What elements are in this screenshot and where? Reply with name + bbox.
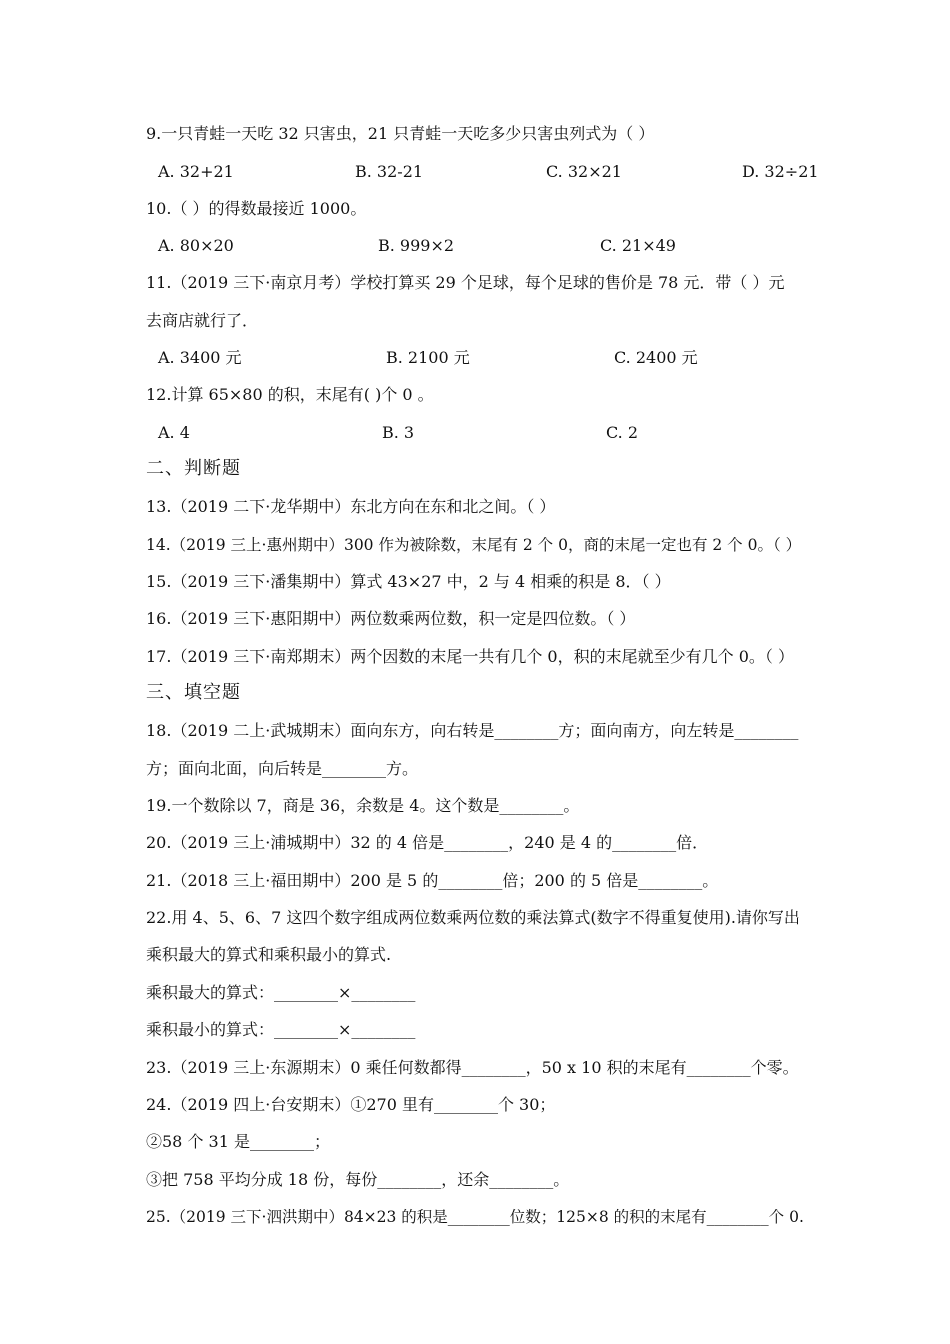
question-21: 21.（2018 三上·福田期中）200 是 5 的________倍；200 的 5 倍是________。: [146, 871, 719, 890]
question-14: 14.（2019 三上·惠州期中）300 作为被除数，末尾有 2 个 0，商的末尾一定也有 2 个 0。（ ）: [146, 536, 802, 554]
q12-option-a: A. 4: [158, 423, 190, 442]
question-15: 15.（2019 三下·潘集期中）算式 43×27 中，2 与 4 相乘的积是 8．（ ）: [146, 572, 671, 591]
q11-option-a: A. 3400 元: [158, 348, 242, 367]
q12-option-b: B. 3: [382, 423, 415, 442]
question-11-line-1: 11.（2019 三下·南京月考）学校打算买 29 个足球，每个足球的售价是 78 元．带（ ）元: [146, 273, 785, 292]
section-heading-fill-in: 三、填空题: [146, 682, 241, 703]
question-17: 17.（2019 三下·南郑期末）两个因数的末尾一共有几个 0，积的末尾就至少有几个 0。（ ）: [146, 647, 794, 666]
question-20: 20.（2019 三上·浦城期中）32 的 4 倍是________，240 是 4 的________倍．: [146, 833, 709, 852]
question-16: 16.（2019 三下·惠阳期中）两位数乘两位数，积一定是四位数。（ ）: [146, 609, 636, 628]
q9-option-a: A. 32+21: [158, 162, 234, 181]
q9-option-c: C. 32×21: [546, 162, 622, 181]
q10-option-a: A. 80×20: [158, 236, 234, 255]
q12-option-c: C. 2: [606, 423, 639, 442]
question-24-line-2: ②58 个 31 是________；: [146, 1132, 330, 1151]
question-24-line-1: 24.（2019 四上·台安期末）①270 里有________个 30；: [146, 1095, 556, 1114]
question-22-line-1: 22.用 4、5、6、7 这四个数字组成两位数乘两位数的乘法算式(数字不得重复使用).请你写出: [146, 908, 800, 927]
section-heading-judgment: 二、判断题: [146, 458, 241, 479]
question-10: 10.（ ）的得数最接近 1000。: [146, 199, 367, 218]
question-19: 19.一个数除以 7，商是 36，余数是 4。这个数是________。: [146, 796, 580, 815]
question-25: 25.（2019 三下·泗洪期中）84×23 的积是________位数；125×8 的积的末尾有________个 0.: [146, 1208, 804, 1226]
q11-option-b: B. 2100 元: [386, 348, 470, 367]
question-11-line-2: 去商店就行了．: [146, 311, 259, 330]
question-23: 23.（2019 三上·东源期末）0 乘任何数都得________，50 x 10 积的末尾有________个零。: [146, 1058, 799, 1077]
question-22-line-2: 乘积最大的算式和乘积最小的算式.: [146, 945, 392, 964]
question-18-line-2: 方；面向北面，向后转是________方。: [146, 759, 419, 778]
question-18-line-1: 18.（2019 二上·武城期末）面向东方，向右转是________方；面向南方，向左转是________: [146, 721, 799, 740]
question-9: 9.一只青蛙一天吃 32 只害虫，21 只青蛙一天吃多少只害虫列式为（ ）: [146, 124, 655, 143]
q9-option-b: B. 32-21: [355, 162, 424, 181]
question-22-max-expression: 乘积最大的算式：________×________: [146, 983, 416, 1002]
question-22-min-expression: 乘积最小的算式：________×________: [146, 1020, 416, 1039]
question-13: 13.（2019 二下·龙华期中）东北方向在东和北之间。（ ）: [146, 497, 556, 516]
q10-option-c: C. 21×49: [600, 236, 676, 255]
q9-option-d: D. 32÷21: [742, 162, 819, 181]
question-24-line-3: ③把 758 平均分成 18 份，每份________，还余________。: [146, 1170, 570, 1189]
question-12: 12.计算 65×80 的积，末尾有( )个 0 。: [146, 385, 434, 404]
q11-option-c: C. 2400 元: [614, 348, 698, 367]
q10-option-b: B. 999×2: [378, 236, 455, 255]
